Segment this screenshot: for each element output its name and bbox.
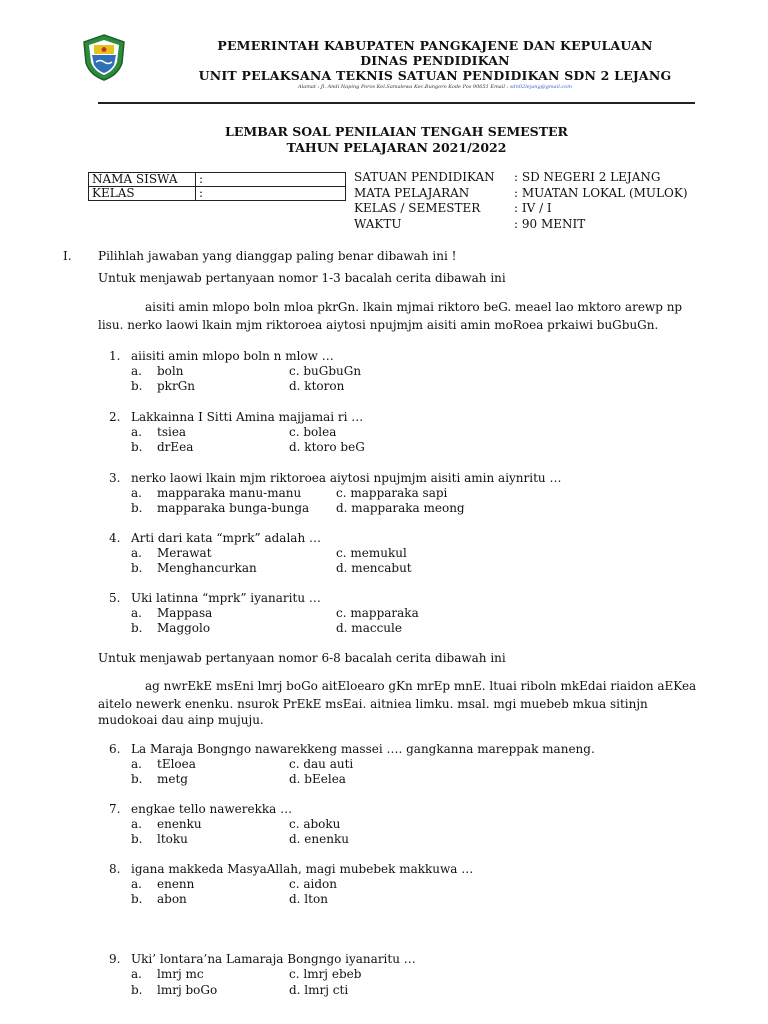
question-number: 4. — [109, 531, 121, 545]
student-identity-table — [88, 172, 346, 201]
option-d[interactable]: d. enenku — [289, 832, 349, 846]
option-c[interactable]: c. aboku — [289, 817, 341, 831]
option-a[interactable]: a. enenku — [131, 817, 202, 831]
option-a[interactable]: a. mapparaka manu-manu — [131, 486, 302, 500]
exam-title: LEMBAR SOAL PENILAIAN TENGAH SEMESTER — [225, 124, 568, 139]
info-value: : SD NEGERI 2 LEJANG — [514, 170, 661, 184]
exam-info — [354, 170, 688, 232]
option-d[interactable]: d. maccule — [336, 621, 402, 635]
option-c[interactable]: c. bolea — [289, 425, 337, 439]
section-instruction: Pilihlah jawaban yang dianggap paling benar dibawah ini ! — [98, 249, 457, 263]
option-a[interactable]: a. enenn — [131, 877, 195, 891]
option-b[interactable]: b. Maggolo — [131, 621, 211, 635]
option-b[interactable]: b. mapparaka bunga-bunga — [131, 501, 310, 515]
header-government: PEMERINTAH KABUPATEN PANGKAJENE DAN KEPULAUAN — [217, 38, 653, 53]
option-b[interactable]: b. Menghancurkan — [131, 561, 257, 575]
academic-year: TAHUN PELAJARAN 2021/2022 — [286, 140, 507, 155]
story2-line: mudokoai dau ainp mujuju. — [98, 713, 264, 727]
question-text: Uki latinna “mprk” iyanaritu … — [131, 591, 321, 605]
option-d[interactable]: d. ktoro beG — [289, 440, 365, 454]
story2-line: ag nwrEkE msEni lmrj boGo aitEloearo gKn mrEp mnE. ltuai riboln mkEdai riaidon aEKea — [145, 679, 697, 693]
info-row — [354, 170, 688, 186]
header-address — [140, 84, 730, 90]
option-d[interactable]: d. mapparaka meong — [336, 501, 465, 515]
address-text: Alamat : Jl. Andi Naping Poros Kel.Samalewa Kec.Bungoro Kode Pos 90651 Email : — [298, 84, 509, 90]
class-label: KELAS — [89, 187, 196, 201]
story2-intro: Untuk menjawab pertanyaan nomor 6-8 bacalah cerita dibawah ini — [98, 651, 506, 665]
option-d[interactable]: d. ktoron — [289, 379, 345, 393]
option-b[interactable]: b. drEea — [131, 440, 194, 454]
student-name-field[interactable]: : — [196, 173, 346, 187]
option-d[interactable]: d. lmrj cti — [289, 983, 349, 997]
story2-line: aitelo newerk enenku. nsurok PrEkE msEai. aitniea limku. msal. mgi muebeb mkua sitinjn — [98, 697, 648, 711]
option-a[interactable]: a. Merawat — [131, 546, 212, 560]
story1-intro: Untuk menjawab pertanyaan nomor 1-3 bacalah cerita dibawah ini — [98, 271, 506, 285]
option-b[interactable]: b. ltoku — [131, 832, 188, 846]
question-number: 3. — [109, 471, 121, 485]
info-row — [354, 217, 688, 233]
question-number: 9. — [109, 952, 121, 966]
table-row — [89, 173, 346, 187]
info-value: : 90 MENIT — [514, 216, 586, 231]
info-label: WAKTU — [354, 216, 402, 231]
district-emblem-logo — [80, 33, 128, 81]
option-b[interactable]: b. pkrGn — [131, 379, 196, 393]
option-d[interactable]: d. bEelea — [289, 772, 346, 786]
email-link[interactable]: sdn02lejang@gmail.com — [509, 84, 572, 90]
section-numeral: I. — [63, 249, 72, 263]
header-school: UNIT PELAKSANA TEKNIS SATUAN PENDIDIKAN SDN 2 LEJANG — [198, 68, 672, 83]
info-row — [354, 186, 688, 202]
info-label: KELAS / SEMESTER — [354, 201, 481, 215]
option-a[interactable]: a. boln — [131, 364, 184, 378]
option-d[interactable]: d. mencabut — [336, 561, 412, 575]
question-text: Arti dari kata “mprk” adalah … — [131, 531, 321, 545]
question-text: aiisiti amin mlopo boln n mlow … — [131, 349, 334, 363]
info-value: : IV / I — [514, 201, 552, 215]
option-b[interactable]: b. metg — [131, 772, 188, 786]
student-name-label: NAMA SISWA — [89, 173, 196, 187]
question-number: 8. — [109, 862, 121, 876]
option-a[interactable]: a. tsiea — [131, 425, 187, 439]
question-number: 6. — [109, 742, 121, 756]
option-d[interactable]: d. lton — [289, 892, 328, 906]
option-a[interactable]: a. Mappasa — [131, 606, 213, 620]
story1-line: lisu. nerko laowi lkain mjm riktoroea aiytosi npujmjm aisiti amin moRoea prkaiwi buGbuGn. — [98, 318, 659, 332]
option-a[interactable]: a. tEloea — [131, 757, 196, 771]
info-row — [354, 201, 688, 217]
header-divider — [98, 102, 695, 104]
question-number: 2. — [109, 410, 121, 424]
story1-line: aisiti amin mlopo boln mloa pkrGn. lkain mjmai riktoro beG. meael lao mktoro arewp np — [145, 300, 683, 314]
question-number: 5. — [109, 591, 121, 605]
question-text: La Maraja Bongngo nawarekkeng massei …. gangkanna mareppak maneng. — [131, 742, 595, 756]
option-c[interactable]: c. lmrj ebeb — [289, 967, 362, 981]
info-label: SATUAN PENDIDIKAN — [354, 170, 495, 184]
table-row — [89, 187, 346, 201]
question-text: igana makkeda MasyaAllah, magi mubebek makkuwa … — [131, 862, 474, 876]
option-c[interactable]: c. mapparaka — [336, 606, 419, 620]
question-text: engkae tello nawerekka … — [131, 802, 293, 816]
question-text: nerko laowi lkain mjm riktoroea aiytosi npujmjm aisiti amin aiynritu … — [131, 471, 562, 485]
info-label: MATA PELAJARAN — [354, 185, 470, 200]
question-text: Uki’ lontara’na Lamaraja Bongngo iyanaritu … — [131, 952, 416, 966]
question-number: 7. — [109, 802, 121, 816]
class-field[interactable]: : — [196, 187, 346, 201]
option-c[interactable]: c. mapparaka sapi — [336, 486, 448, 500]
question-text: Lakkainna I Sitti Amina majjamai ri … — [131, 410, 364, 424]
option-b[interactable]: b. lmrj boGo — [131, 983, 218, 997]
option-b[interactable]: b. abon — [131, 892, 187, 906]
header-department: DINAS PENDIDIKAN — [360, 53, 510, 68]
option-c[interactable]: c. dau auti — [289, 757, 354, 771]
info-value: : MUATAN LOKAL (MULOK) — [514, 185, 688, 200]
option-c[interactable]: c. buGbuGn — [289, 364, 362, 378]
option-a[interactable]: a. lmrj mc — [131, 967, 204, 981]
question-number: 1. — [109, 349, 121, 363]
option-c[interactable]: c. aidon — [289, 877, 337, 891]
option-c[interactable]: c. memukul — [336, 546, 407, 560]
